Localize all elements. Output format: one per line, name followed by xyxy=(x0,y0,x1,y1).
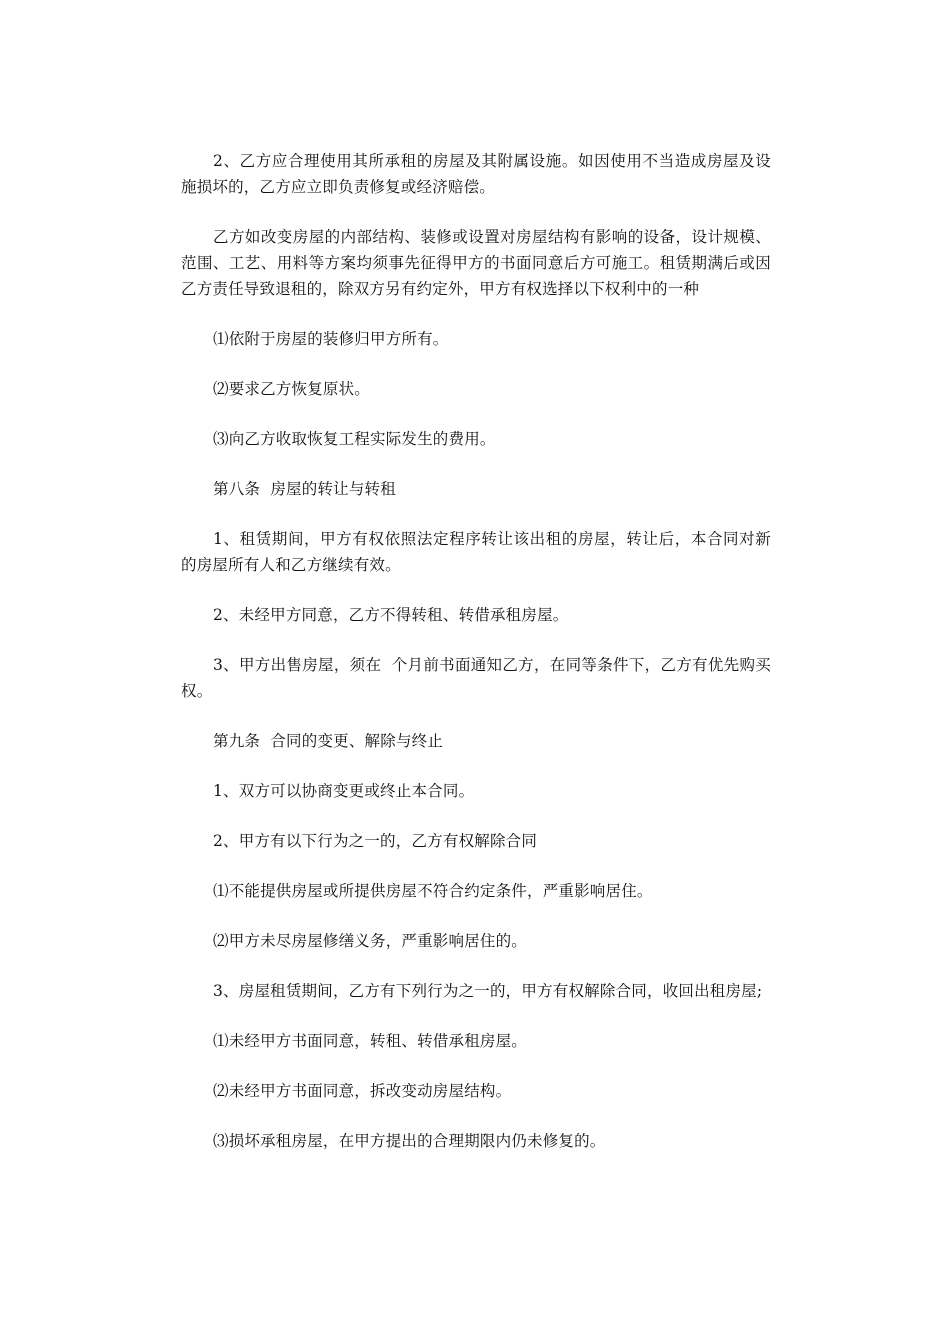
document-body xyxy=(181,148,771,1178)
section-heading-article-8: 第八条 房屋的转让与转租 xyxy=(213,480,396,498)
paragraph-landlord-breach-2: ⑵甲方未尽房屋修缮义务，严重影响居住的。 xyxy=(213,932,528,950)
paragraph-option-2: ⑵要求乙方恢复原状。 xyxy=(213,380,371,398)
paragraph-article-9-item-2: 2、甲方有以下行为之一的，乙方有权解除合同 xyxy=(213,832,538,850)
paragraph-structure-change: 乙方如改变房屋的内部结构、装修或设置对房屋结构有影响的设备，设计规模、范围、工艺、用料等方案均须事先征得甲方的书面同意后方可施工。租赁期满后或因乙方责任导致退租的，除双方另有约定外，甲方有权选择以下权利中的一种 xyxy=(181,228,771,298)
paragraph-landlord-breach-1: ⑴不能提供房屋或所提供房屋不符合约定条件，严重影响居住。 xyxy=(213,882,653,900)
paragraph-article-8-item-3: 3、甲方出售房屋，须在 个月前书面通知乙方，在同等条件下，乙方有优先购买权。 xyxy=(181,656,771,700)
paragraph-tenant-breach-2: ⑵未经甲方书面同意，拆改变动房屋结构。 xyxy=(213,1082,512,1100)
paragraph-article-9-item-1: 1、双方可以协商变更或终止本合同。 xyxy=(213,782,475,800)
paragraph-clause-2-usage: 2、乙方应合理使用其所承租的房屋及其附属设施。如因使用不当造成房屋及设施损坏的，乙方应立即负责修复或经济赔偿。 xyxy=(181,152,771,196)
paragraph-article-9-item-3: 3、房屋租赁期间，乙方有下列行为之一的，甲方有权解除合同，收回出租房屋; xyxy=(213,982,763,1000)
paragraph-tenant-breach-3: ⑶损坏承租房屋，在甲方提出的合理期限内仍未修复的。 xyxy=(213,1132,606,1150)
paragraph-article-8-item-2: 2、未经甲方同意，乙方不得转租、转借承租房屋。 xyxy=(213,606,569,624)
section-heading-article-9: 第九条 合同的变更、解除与终止 xyxy=(213,732,444,750)
paragraph-article-8-item-1: 1、租赁期间，甲方有权依照法定程序转让该出租的房屋，转让后，本合同对新的房屋所有人和乙方继续有效。 xyxy=(181,530,771,574)
paragraph-tenant-breach-1: ⑴未经甲方书面同意，转租、转借承租房屋。 xyxy=(213,1032,528,1050)
paragraph-option-3: ⑶向乙方收取恢复工程实际发生的费用。 xyxy=(213,430,496,448)
paragraph-option-1: ⑴依附于房屋的装修归甲方所有。 xyxy=(213,330,449,348)
